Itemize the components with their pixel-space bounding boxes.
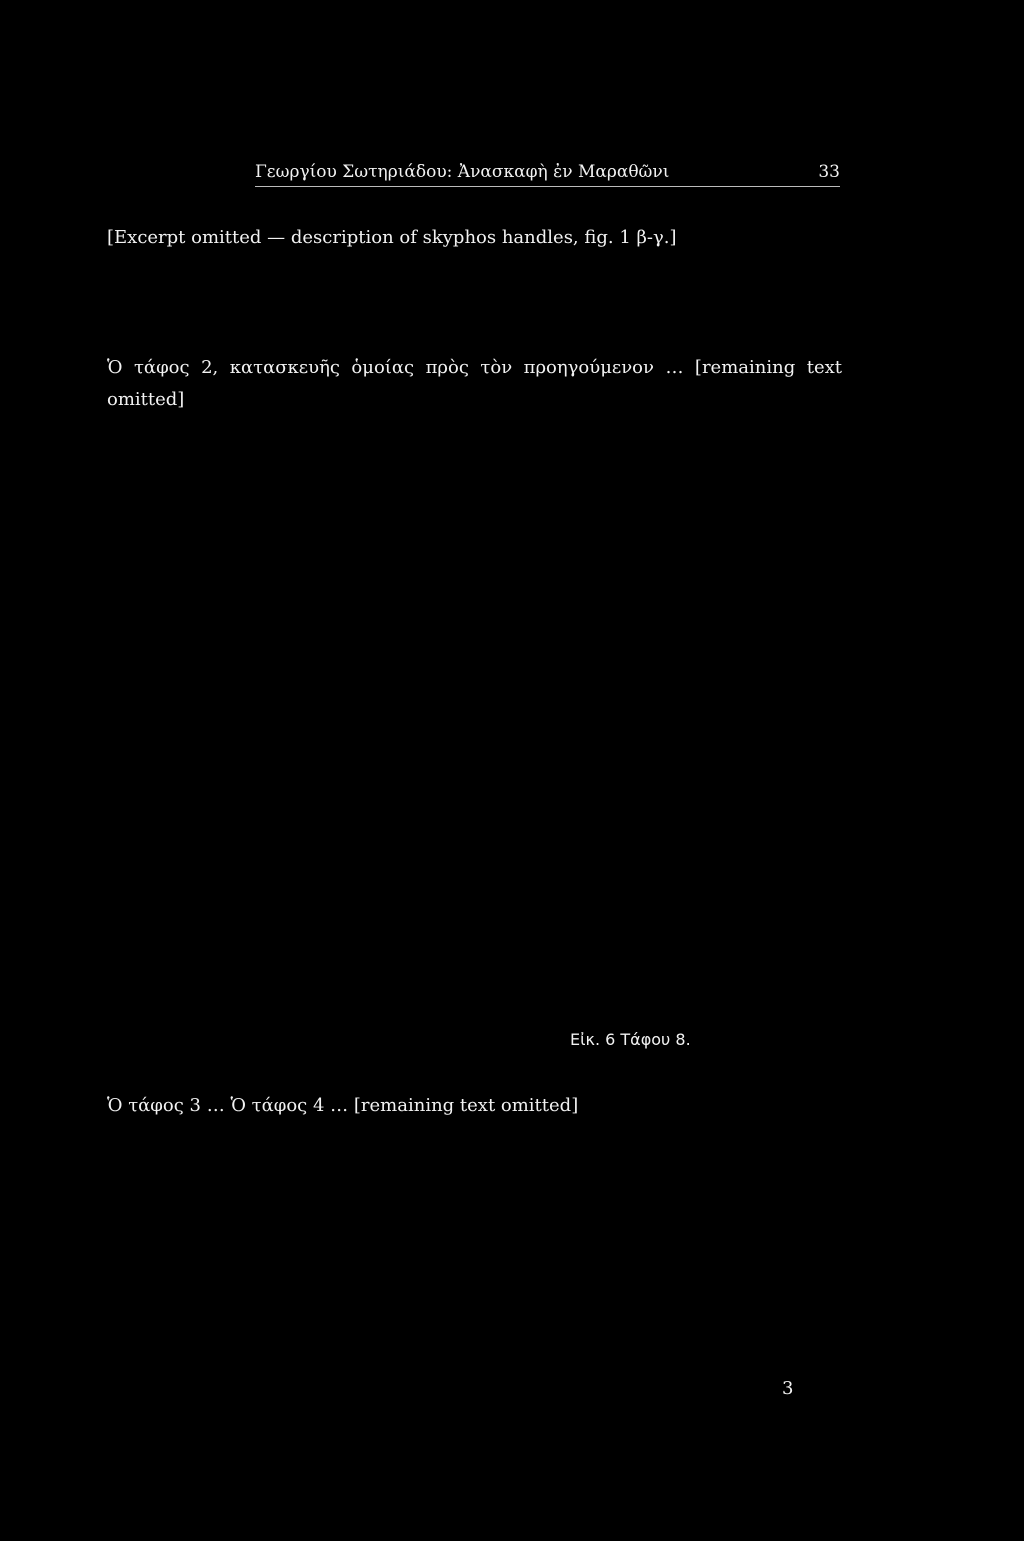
paragraph-2: Ὁ τάφος 2, κατασκευῆς ὁμοίας πρὸς τὸν προηγούμενον … [remaining text omitted] xyxy=(107,357,842,410)
running-header xyxy=(255,162,840,187)
paragraph-3: Ὁ τάφος 3 … Ὁ τάφος 4 … [remaining text omitted] xyxy=(107,1095,579,1116)
paragraph-1: [Excerpt omitted — description of skyphos handles, fig. 1 β-γ.] xyxy=(107,227,677,248)
running-title: Γεωργίου Σωτηριάδου: Ἀνασκαφὴ ἐν Μαραθῶνι xyxy=(255,162,670,182)
folio-number: 3 xyxy=(782,1378,794,1399)
page-number: 33 xyxy=(818,162,840,182)
figure-caption: Εἰκ. 6 Τάφου 8. xyxy=(570,1030,691,1049)
